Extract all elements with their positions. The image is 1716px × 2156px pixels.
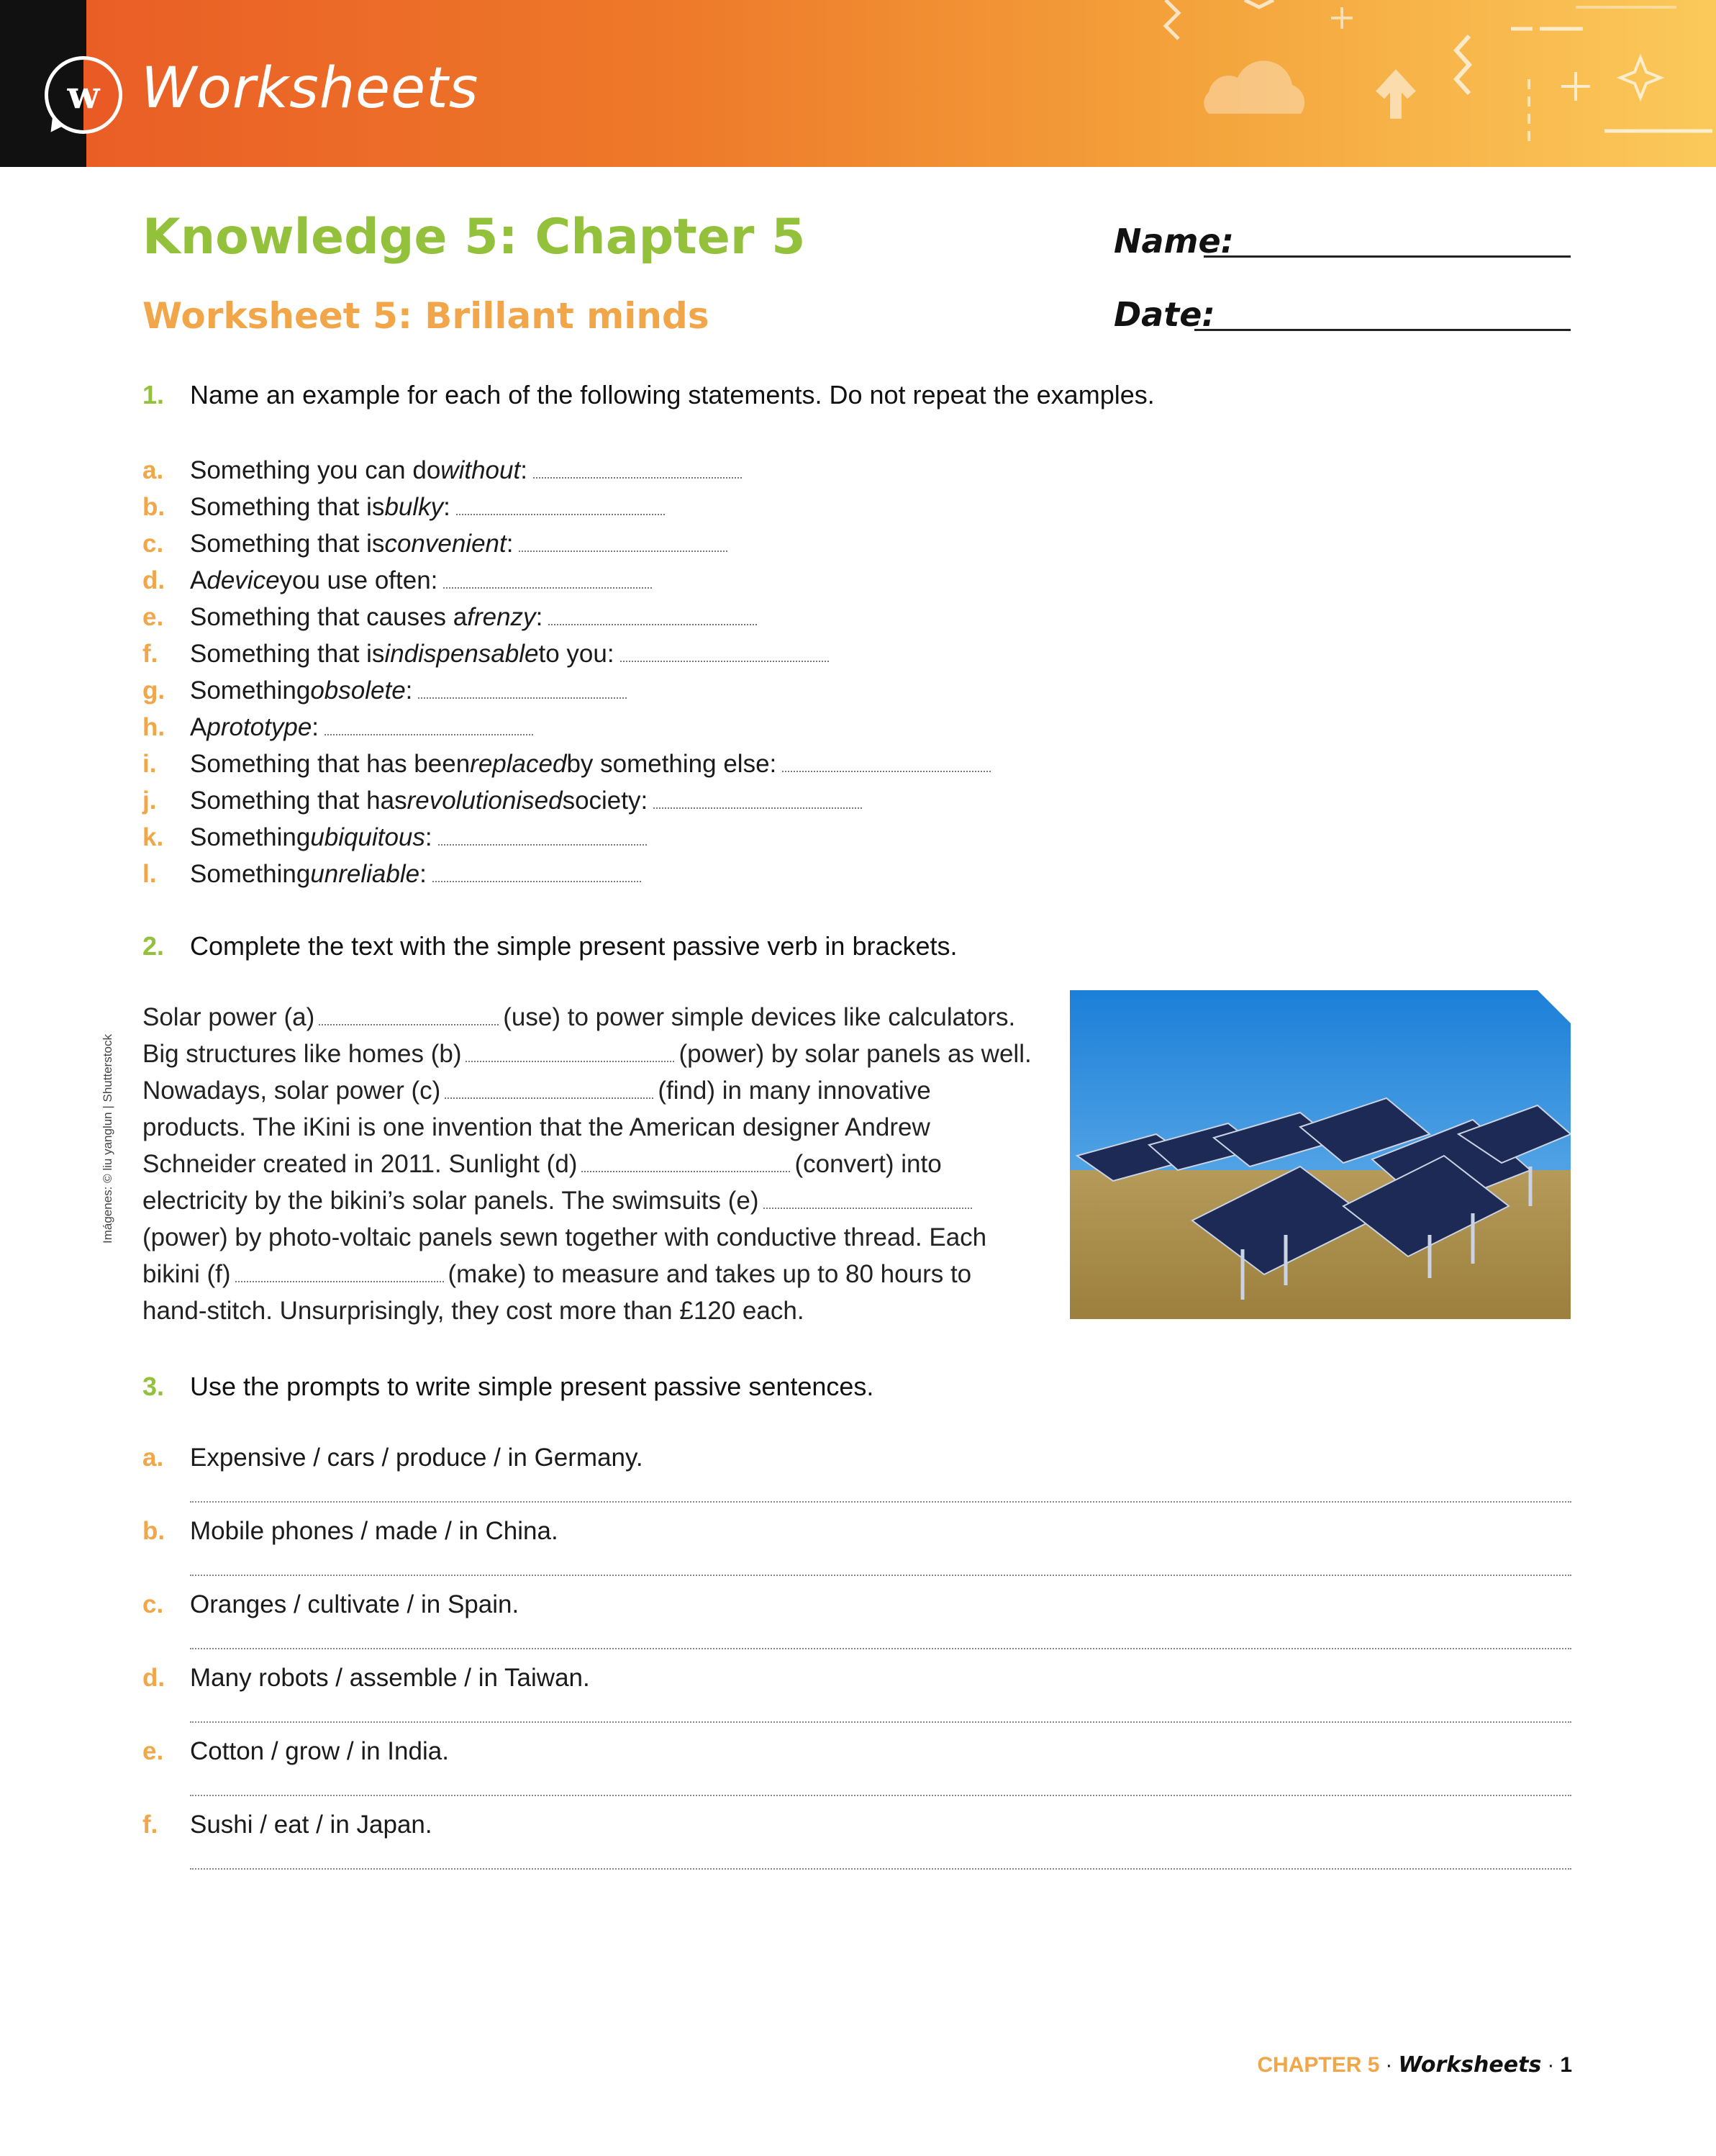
q3-number: 3. xyxy=(142,1372,165,1401)
answer-line[interactable] xyxy=(190,1868,1571,1870)
q2-number: 2. xyxy=(142,931,165,961)
worksheets-logo-icon xyxy=(45,56,122,134)
banner-decoration-icon xyxy=(1137,0,1716,167)
q1-item xyxy=(142,493,665,527)
blank-a[interactable] xyxy=(319,1023,499,1025)
item-prompt: Oranges / cultivate / in Spain. xyxy=(190,1590,519,1618)
item-text: : xyxy=(443,493,450,521)
item-keyword: without xyxy=(440,456,521,484)
item-text: A xyxy=(190,566,207,594)
answer-line[interactable] xyxy=(190,1795,1571,1796)
item-text: Something that is xyxy=(190,640,385,668)
name-field[interactable] xyxy=(1204,255,1571,258)
item-text: : xyxy=(405,676,413,705)
footer xyxy=(1257,2052,1572,2078)
item-text: Something that is xyxy=(190,530,385,558)
q1-item xyxy=(142,713,533,748)
q3-item xyxy=(142,1811,432,1839)
q1-instruction: Name an example for each of the following statements. Do not repeat the examples. xyxy=(190,380,1155,409)
page-subtitle: Worksheet 5: Brillant minds xyxy=(142,295,709,337)
footer-separator: · xyxy=(1547,2053,1555,2077)
item-keyword: prototype xyxy=(206,713,312,741)
item-prompt: Sushi / eat / in Japan. xyxy=(190,1811,432,1839)
q2-text-part: (use) to power simple devices like calculators. Big structures like homes (b) xyxy=(142,1003,1016,1068)
q1-item xyxy=(142,566,652,601)
q1-item xyxy=(142,750,991,784)
date-field[interactable] xyxy=(1194,329,1571,331)
q3-item xyxy=(142,1737,449,1766)
q2-text-part: (find) in many innovative products. The iKini is one invention that the American designer Andrew Schneider created in 2011. Sunlight (d) xyxy=(142,1077,931,1178)
blank-c[interactable] xyxy=(445,1097,653,1099)
item-text: Something that causes a xyxy=(190,603,468,631)
answer-blank[interactable] xyxy=(432,880,641,882)
answer-blank[interactable] xyxy=(653,807,862,809)
q3-item xyxy=(142,1590,519,1619)
item-letter: a. xyxy=(142,1444,164,1472)
q1-number: 1. xyxy=(142,380,165,409)
item-prompt: Expensive / cars / produce / in Germany. xyxy=(190,1444,643,1472)
item-text: Something you can do xyxy=(190,456,441,484)
image-credit: Imágenes: © liu yanglun | Shutterstock xyxy=(101,1034,114,1244)
item-keyword: replaced xyxy=(470,750,567,778)
item-text: to you: xyxy=(538,640,614,668)
q3-item xyxy=(142,1517,558,1546)
answer-blank[interactable] xyxy=(418,697,627,699)
item-letter: j. xyxy=(142,787,157,815)
item-keyword: indispensable xyxy=(384,640,539,668)
answer-line[interactable] xyxy=(190,1575,1571,1576)
item-text: Something xyxy=(190,676,311,705)
item-keyword: bulky xyxy=(384,493,444,521)
item-keyword: ubiquitous xyxy=(310,823,425,851)
q1-item xyxy=(142,603,757,638)
item-keyword: frenzy xyxy=(467,603,536,631)
item-letter: b. xyxy=(142,493,165,521)
item-letter: f. xyxy=(142,1811,158,1839)
page-number: 1 xyxy=(1560,2053,1572,2077)
item-text: : xyxy=(520,456,527,484)
answer-blank[interactable] xyxy=(443,586,652,589)
item-text: : xyxy=(419,860,427,888)
item-letter: b. xyxy=(142,1517,165,1545)
q3-item xyxy=(142,1664,590,1693)
header-banner xyxy=(0,0,1716,167)
blank-e[interactable] xyxy=(763,1207,972,1209)
blank-f[interactable] xyxy=(235,1280,444,1282)
item-letter: f. xyxy=(142,640,158,668)
item-letter: h. xyxy=(142,713,165,741)
item-letter: e. xyxy=(142,1737,164,1765)
footer-chapter: CHAPTER 5 xyxy=(1257,2053,1380,2077)
q1-item xyxy=(142,823,647,858)
item-letter: l. xyxy=(142,860,157,888)
item-keyword: unreliable xyxy=(310,860,420,888)
item-text: society: xyxy=(562,787,648,815)
item-letter: a. xyxy=(142,456,164,484)
answer-blank[interactable] xyxy=(782,770,991,772)
item-keyword: revolutionised xyxy=(407,787,563,815)
q1-item xyxy=(142,860,641,894)
item-keyword: convenient xyxy=(384,530,507,558)
answer-blank[interactable] xyxy=(438,843,647,846)
answer-line[interactable] xyxy=(190,1721,1571,1723)
item-text: Something that is xyxy=(190,493,385,521)
item-keyword: obsolete xyxy=(310,676,406,705)
item-text: : xyxy=(425,823,432,851)
footer-worksheets: Worksheets xyxy=(1398,2052,1542,2078)
q1-item xyxy=(142,787,862,821)
answer-line[interactable] xyxy=(190,1501,1571,1503)
item-text: : xyxy=(535,603,543,631)
item-text: Something xyxy=(190,860,311,888)
q1-item xyxy=(142,456,742,491)
item-letter: e. xyxy=(142,603,164,631)
banner-title: Worksheets xyxy=(141,56,479,121)
item-prompt: Cotton / grow / in India. xyxy=(190,1737,449,1765)
q2-text-part: (make) to measure and takes up to 80 hours to hand-stitch. Unsurprisingly, they cost more than £120 each. xyxy=(142,1260,972,1325)
item-keyword: device xyxy=(206,566,280,594)
item-prompt: Many robots / assemble / in Taiwan. xyxy=(190,1664,590,1692)
q3-item xyxy=(142,1444,643,1472)
q2-text-part: (convert) into electricity by the bikini’s solar panels. The swimsuits (e) xyxy=(142,1150,942,1215)
answer-blank[interactable] xyxy=(620,660,829,662)
q2-instruction: Complete the text with the simple present passive verb in brackets. xyxy=(190,931,958,961)
item-letter: i. xyxy=(142,750,157,778)
q2-text-part: Solar power (a) xyxy=(142,1003,315,1031)
item-text: Something that has xyxy=(190,787,407,815)
item-text: Something that has been xyxy=(190,750,471,778)
logo-letter: w xyxy=(67,73,100,117)
q2-text-part: (power) by solar panels as well. Nowadays, solar power (c) xyxy=(142,1040,1032,1105)
item-letter: d. xyxy=(142,1664,165,1692)
answer-blank[interactable] xyxy=(533,476,742,479)
item-text: : xyxy=(312,713,319,741)
page-title: Knowledge 5: Chapter 5 xyxy=(142,209,806,266)
blank-b[interactable] xyxy=(466,1060,674,1062)
q2-paragraph xyxy=(142,999,1035,1329)
answer-blank[interactable] xyxy=(548,623,757,625)
name-label: Name: xyxy=(1114,222,1235,261)
item-letter: c. xyxy=(142,1590,164,1618)
item-text: by something else: xyxy=(566,750,777,778)
answer-blank[interactable] xyxy=(324,733,533,735)
answer-blank[interactable] xyxy=(456,513,665,515)
q3-instruction: Use the prompts to write simple present passive sentences. xyxy=(190,1372,874,1401)
answer-line[interactable] xyxy=(190,1648,1571,1649)
solar-panels-photo xyxy=(1070,990,1571,1319)
item-letter: g. xyxy=(142,676,165,705)
q2-text-part: (power) by photo-voltaic panels sewn together with conductive thread. Each bikini (f) xyxy=(142,1223,987,1288)
item-text: : xyxy=(506,530,514,558)
date-label: Date: xyxy=(1114,295,1215,334)
q1-item xyxy=(142,640,829,674)
item-prompt: Mobile phones / made / in China. xyxy=(190,1517,558,1545)
footer-separator: · xyxy=(1385,2053,1393,2077)
q1-item xyxy=(142,676,627,711)
q1-item xyxy=(142,530,727,564)
item-letter: d. xyxy=(142,566,165,594)
item-letter: c. xyxy=(142,530,164,558)
item-text: A xyxy=(190,713,207,741)
item-text: Something xyxy=(190,823,311,851)
blank-d[interactable] xyxy=(581,1170,790,1172)
answer-blank[interactable] xyxy=(519,550,727,552)
item-text: you use often: xyxy=(279,566,438,594)
item-letter: k. xyxy=(142,823,164,851)
